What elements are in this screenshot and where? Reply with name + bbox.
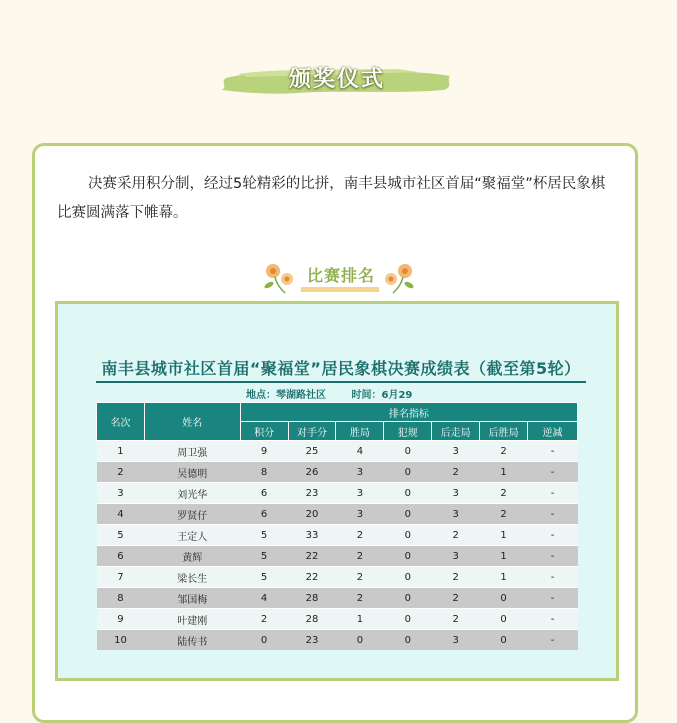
flower-left-icon [261,259,299,295]
cell-points: 5 [240,525,288,546]
cell-name: 周卫强 [144,441,240,462]
cell-points: 5 [240,567,288,588]
table-title: 南丰县城市社区首届“聚福堂”居民象棋决赛成绩表（截至第5轮） [96,356,586,383]
table-location: 地点：琴湖路社区 [246,390,326,401]
cell-name: 黄辉 [144,546,240,567]
cell-wins: 3 [336,483,384,504]
subtitle-ranking: 比赛排名 [306,266,375,285]
cell-name: 罗贤仔 [144,504,240,525]
cell-opp: 20 [288,504,336,525]
cell-name: 叶建刚 [144,609,240,630]
table-row [97,483,578,504]
cell-fouls: 0 [384,567,432,588]
table-row [97,588,578,609]
cell-second: 3 [432,504,480,525]
cell-opp: 23 [288,483,336,504]
cell-second: 2 [432,588,480,609]
cell-rev: - [528,588,578,609]
cell-wins: 2 [336,546,384,567]
flower-right-icon [379,259,417,295]
table-row [97,609,578,630]
subtitle-underline [301,287,379,292]
cell-rank: 3 [97,483,145,504]
header-group: 排名指标 [240,403,577,422]
cell-wins: 3 [336,462,384,483]
cell-wins: 0 [336,630,384,651]
cell-name: 王定人 [144,525,240,546]
cell-rev: - [528,504,578,525]
table-time: 时间：6月29 [351,390,413,401]
cell-points: 9 [240,441,288,462]
cell-name: 邹国梅 [144,588,240,609]
cell-rank: 1 [97,441,145,462]
cell-rev: - [528,630,578,651]
cell-name: 吴德明 [144,462,240,483]
intro-paragraph: 决赛采用积分制，经过5轮精彩的比拼，南丰县城市社区首届“聚福堂”杯居民象棋比赛圆满落下帷幕。 [57,176,606,221]
cell-wins: 4 [336,441,384,462]
ranking-table-body [97,441,578,651]
cell-fouls: 0 [384,609,432,630]
cell-swins: 0 [480,588,528,609]
cell-second: 2 [432,462,480,483]
table-row [97,630,578,651]
cell-wins: 3 [336,504,384,525]
cell-opp: 26 [288,462,336,483]
cell-second: 2 [432,609,480,630]
cell-points: 0 [240,630,288,651]
cell-fouls: 0 [384,525,432,546]
table-row [97,504,578,525]
subtitle-header [261,259,417,299]
content-card [32,143,638,723]
cell-name: 梁长生 [144,567,240,588]
cell-swins: 2 [480,504,528,525]
header-second-wins: 后胜局 [480,422,528,441]
cell-fouls: 0 [384,504,432,525]
cell-opp: 22 [288,567,336,588]
cell-second: 3 [432,630,480,651]
table-row [97,462,578,483]
cell-swins: 1 [480,525,528,546]
cell-rev: - [528,546,578,567]
table-meta [246,386,446,401]
cell-swins: 1 [480,546,528,567]
header-points: 积分 [240,422,288,441]
cell-rev: - [528,609,578,630]
cell-fouls: 0 [384,462,432,483]
cell-opp: 28 [288,588,336,609]
cell-fouls: 0 [384,630,432,651]
cell-fouls: 0 [384,546,432,567]
results-table-image [55,301,619,681]
cell-rank: 9 [97,609,145,630]
cell-wins: 2 [336,567,384,588]
table-row [97,567,578,588]
cell-second: 2 [432,525,480,546]
header-fouls: 犯规 [384,422,432,441]
cell-rank: 6 [97,546,145,567]
cell-opp: 33 [288,525,336,546]
header-wins: 胜局 [336,422,384,441]
cell-rank: 2 [97,462,145,483]
cell-opp: 25 [288,441,336,462]
cell-second: 3 [432,483,480,504]
cell-second: 2 [432,567,480,588]
cell-opp: 23 [288,630,336,651]
cell-rev: - [528,462,578,483]
cell-fouls: 0 [384,588,432,609]
cell-swins: 0 [480,630,528,651]
table-row [97,525,578,546]
header-second-moves: 后走局 [432,422,480,441]
cell-points: 6 [240,483,288,504]
cell-swins: 2 [480,483,528,504]
cell-wins: 1 [336,609,384,630]
cell-second: 3 [432,546,480,567]
cell-points: 4 [240,588,288,609]
cell-opp: 28 [288,609,336,630]
cell-name: 陆传书 [144,630,240,651]
cell-rev: - [528,483,578,504]
cell-rank: 4 [97,504,145,525]
table-row [97,441,578,462]
cell-rev: - [528,525,578,546]
cell-fouls: 0 [384,441,432,462]
cell-points: 2 [240,609,288,630]
cell-swins: 0 [480,609,528,630]
header-name: 姓名 [144,403,240,441]
cell-rev: - [528,441,578,462]
cell-opp: 22 [288,546,336,567]
cell-rank: 7 [97,567,145,588]
section-banner [218,60,456,100]
cell-rank: 8 [97,588,145,609]
cell-swins: 2 [480,441,528,462]
cell-points: 8 [240,462,288,483]
cell-wins: 2 [336,588,384,609]
banner-title: 颁奖仪式 [288,67,385,92]
header-opp-points: 对手分 [288,422,336,441]
table-row [97,546,578,567]
cell-points: 6 [240,504,288,525]
ranking-table [96,402,578,650]
cell-rev: - [528,567,578,588]
cell-fouls: 0 [384,483,432,504]
cell-wins: 2 [336,525,384,546]
cell-swins: 1 [480,462,528,483]
cell-name: 刘光华 [144,483,240,504]
cell-rank: 10 [97,630,145,651]
cell-rank: 5 [97,525,145,546]
cell-second: 3 [432,441,480,462]
header-rank: 名次 [97,403,145,441]
cell-swins: 1 [480,567,528,588]
header-reverse: 逆减 [528,422,578,441]
cell-points: 5 [240,546,288,567]
